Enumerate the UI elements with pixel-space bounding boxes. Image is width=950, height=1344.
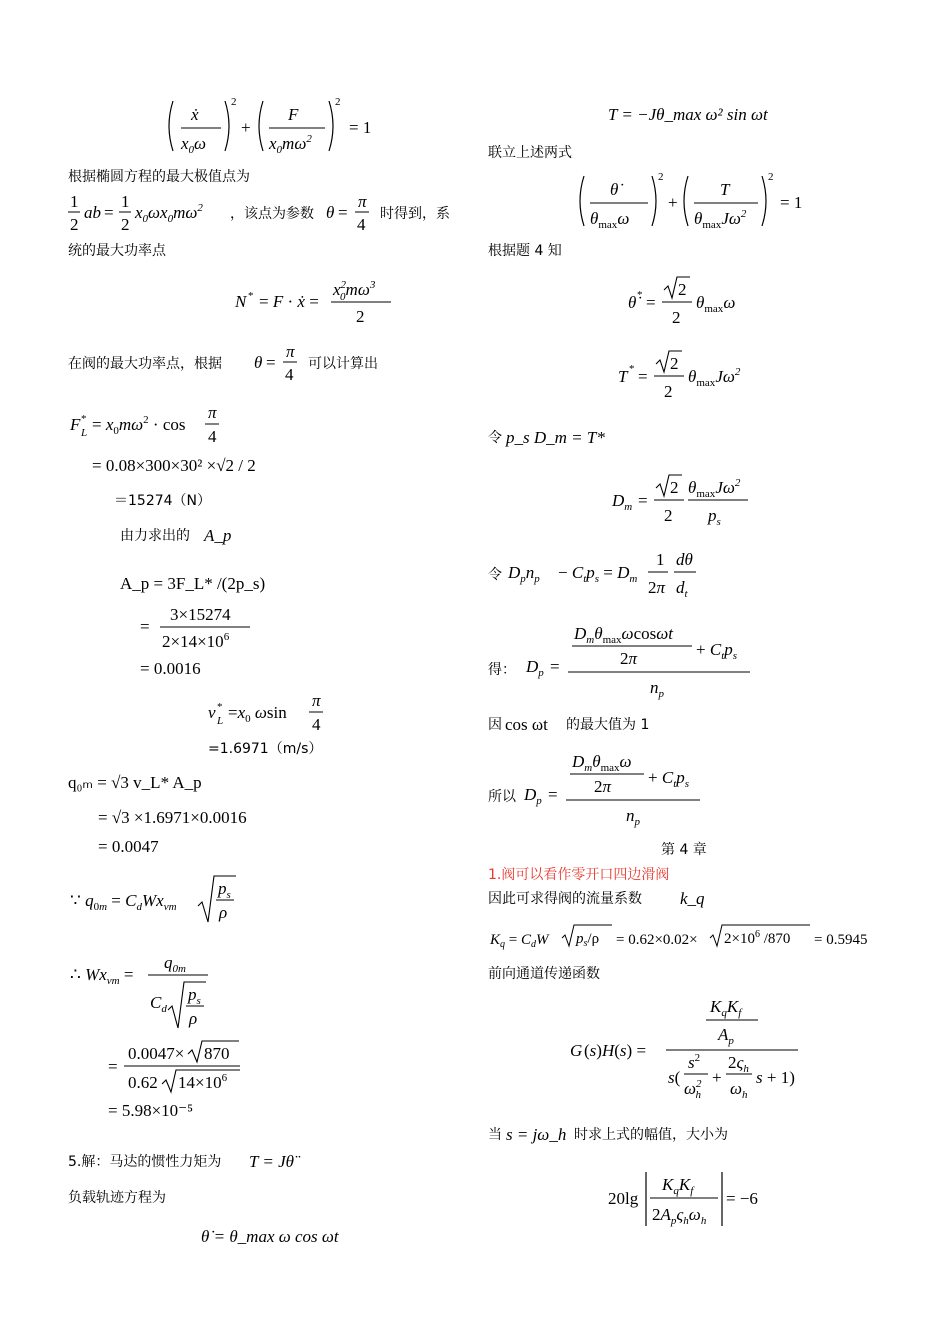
- svg-text:=: =: [266, 353, 276, 372]
- text-let2: 令: [488, 567, 502, 583]
- svg-text:L: L: [217, 715, 224, 727]
- svg-text:q0m: $q_{0m}$: [164, 953, 186, 975]
- eq-ap-3: = 0.0016: [140, 659, 201, 678]
- eq-ap-2: [138, 600, 328, 654]
- text-by-q4: 根据题 4 知: [488, 243, 562, 259]
- svg-text:2: 2: [335, 96, 341, 108]
- svg-text:ps: $p_s$: [708, 506, 721, 528]
- svg-text:= 0.5945: = 0.5945: [814, 932, 868, 948]
- svg-text:+: +: [668, 193, 678, 212]
- text-when: 当: [488, 1127, 502, 1143]
- svg-text:dθ: dθ: [676, 550, 693, 569]
- eq-dp-1: [524, 620, 764, 702]
- svg-text:2: 2: [678, 280, 687, 299]
- svg-text:=: =: [646, 293, 656, 312]
- svg-text:KqKf: $K_qK_f$: [710, 997, 742, 1019]
- eq-ap-1: A_p = 3F_L* /(2p_s): [120, 574, 266, 593]
- svg-text:G: G: [570, 1041, 583, 1060]
- eq-dp-np: [506, 546, 726, 602]
- svg-text:θ: θ: [254, 353, 263, 372]
- svg-text:2π: 2π: [594, 777, 612, 796]
- svg-text:= x0mω2 · cos: = $x_0m\omega^2 \cdot \cos$: [92, 414, 186, 437]
- svg-text:2: 2: [670, 478, 679, 497]
- eq-t-jtheta: T = Jθ̈: [249, 1152, 295, 1171]
- svg-text:Dp: $D_p$: [526, 657, 544, 679]
- svg-text:3×15274: 3×15274: [170, 605, 231, 624]
- svg-text:Cd: $C_d$: [150, 993, 167, 1015]
- svg-text:870: 870: [204, 1044, 230, 1063]
- eq-cos: cos ωt: [505, 715, 548, 734]
- eq-theta-pi4-b: [252, 340, 312, 388]
- svg-text:=: =: [550, 657, 560, 676]
- svg-text:s(: s(: [668, 1068, 681, 1087]
- svg-text:2×106 /870: $2\times 10^6$ /870: [724, 929, 791, 947]
- svg-text:14×106: $14\times 10^6$: [178, 1072, 228, 1092]
- svg-text:x0mω2: $x_0m\omega^2$: [269, 133, 312, 156]
- svg-text:ps: $p_s$: [218, 879, 231, 901]
- svg-text:π: π: [286, 342, 295, 361]
- svg-text:θmaxω: $\theta_{max}\omega$: [590, 209, 630, 231]
- svg-text:2π: 2π: [648, 578, 666, 597]
- svg-text:2: 2: [231, 96, 237, 108]
- text-load-traj: 负载轨迹方程为: [68, 1190, 166, 1206]
- svg-text:= 0.62×0.02×: = 0.62×0.02×: [616, 932, 698, 948]
- svg-text:*: *: [248, 290, 254, 302]
- svg-text:20lg: 20lg: [608, 1189, 639, 1208]
- eq-thetastar: [626, 276, 766, 328]
- eq-vl-2: =1.6971（m/s）: [208, 741, 323, 757]
- svg-text:Kq = CdW: $K_q = C_dW$: [490, 932, 549, 950]
- eq-theta-pi4: [324, 190, 384, 238]
- svg-text:2: 2: [664, 382, 673, 401]
- svg-text:+: +: [712, 1068, 722, 1087]
- svg-text:*: *: [629, 363, 635, 375]
- eq-fl-2-text: = 0.08×300×30² ×√2 / 2: [92, 456, 256, 475]
- svg-text:= 1: = 1: [349, 118, 372, 137]
- svg-text:2: 2: [768, 171, 774, 183]
- svg-text:ab: ab: [84, 203, 101, 222]
- svg-text:4: 4: [357, 215, 366, 234]
- svg-text:ẋ: ẋ: [191, 105, 199, 124]
- svg-text:+ Ctps: + $C_tp_s$: [648, 768, 690, 790]
- text-ap-from-force: 由力求出的: [120, 528, 190, 544]
- chapter-heading: 第 4 章: [661, 842, 707, 858]
- svg-text:2: 2: [121, 215, 130, 234]
- svg-text:ps/ρ: $p_s/\rho$: [576, 931, 600, 949]
- svg-text:θmaxJω2: $\theta_{max}J\omega^2$: [694, 208, 747, 231]
- eq-ellipse-norm: [163, 95, 463, 157]
- svg-text:v: v: [208, 703, 216, 722]
- text-system-max-power: 统的最大功率点: [68, 243, 166, 259]
- svg-text:x20mω3: $x^2$ $0m\omega^3$: [333, 279, 376, 303]
- eq-gh: [568, 988, 828, 1108]
- eq-therefore: [68, 950, 268, 1040]
- svg-text:∵ q0m = CdWxvm: ∵ $q_{0m} = C_dWx_{vm}$: [70, 891, 177, 913]
- svg-text:2: 2: [664, 506, 673, 525]
- svg-text:ρ: ρ: [219, 903, 228, 922]
- eq-fl-3: ＝15274（N）: [114, 493, 212, 509]
- svg-text:θmaxJω2: $\theta_{max}J\omega^2$: [688, 477, 741, 500]
- svg-text:4: 4: [208, 427, 217, 446]
- text-cos-max-pre: 因: [488, 717, 502, 733]
- svg-text:=x0 ωsin: $=x_0$ ωsin: [228, 703, 287, 725]
- eq-q0m-1: q₀ₘ = √3 v_L* A_p: [68, 773, 202, 792]
- sym-kq: k_q: [680, 889, 705, 908]
- svg-text:1: 1: [656, 550, 665, 569]
- text-so: 所以: [488, 789, 516, 805]
- svg-text:θ̇: θ̇: [610, 180, 619, 199]
- svg-text:2Apςhωh: $2A_p\varsigma_h\omega_h$: [652, 1205, 707, 1227]
- svg-text:dt: $d_t$: [676, 578, 688, 600]
- eq-fl-2: [92, 457, 256, 474]
- text-sol5: 5.解：马达的惯性力矩为: [68, 1154, 222, 1170]
- svg-text:=: =: [140, 617, 150, 636]
- svg-text:*: *: [637, 289, 643, 301]
- svg-text:Ap: $A_p$: [718, 1025, 734, 1047]
- eq-dp-2: [522, 748, 742, 830]
- svg-text:2×14×106: $2\times 14\times 10^6$: [162, 631, 230, 651]
- eq-wx-3: = 5.98×10⁻⁵: [108, 1101, 194, 1120]
- eq-s-jw: s = jω_h: [506, 1125, 567, 1144]
- svg-text:2: 2: [672, 308, 681, 327]
- svg-text:π: π: [312, 691, 321, 710]
- svg-text:2: 2: [70, 215, 79, 234]
- eq-t-sin: T = −Jθ_max ω² sin ωt: [608, 105, 768, 124]
- svg-text:+ Ctps: + $C_tp_s$: [696, 640, 738, 662]
- eq-psdm: p_s D_m = T*: [506, 428, 605, 447]
- svg-text:0.62: 0.62: [128, 1073, 158, 1092]
- svg-text:ωh: $\omega_h$: [730, 1079, 748, 1101]
- svg-text:Dmθmaxωcosωt: $D_m\theta_{max}\omega\cos\omega t$: [574, 624, 673, 646]
- svg-text:L: L: [81, 427, 88, 439]
- eq-tstar: [616, 350, 766, 402]
- svg-text:+: +: [241, 118, 251, 137]
- svg-text:4: 4: [285, 365, 294, 384]
- eq-dm: [610, 474, 770, 530]
- text-cos-max-post: 的最大值为 1: [566, 717, 650, 733]
- svg-text:1: 1: [121, 192, 130, 211]
- svg-text:F: F: [288, 105, 299, 124]
- text-red-valve: 1.阀可以看作零开口四边滑阀: [488, 867, 670, 883]
- svg-text:1: 1: [70, 192, 79, 211]
- eq-nstar: [233, 275, 403, 327]
- svg-text:− Ctps = Dm: − $C_tp_s = D_m$: [558, 563, 638, 585]
- text-ellipse-max: 根据椭圆方程的最大极值点为: [68, 169, 250, 185]
- eq-kq: [488, 922, 883, 954]
- svg-text:Dm: $D_m$: [612, 491, 633, 513]
- text-when-post: 时求上式的幅值，大小为: [574, 1127, 728, 1143]
- svg-text:KqKf: $K_qK_f$: [662, 1175, 694, 1197]
- svg-text:*: *: [217, 701, 223, 713]
- svg-text:4: 4: [312, 715, 321, 734]
- svg-text:2: 2: [670, 354, 679, 373]
- svg-text:θ̇: θ̇: [628, 293, 637, 312]
- svg-text:s + 1): s + 1): [756, 1068, 795, 1087]
- text-flow-coeff: 因此可求得阀的流量系数: [488, 891, 642, 907]
- text-valve-max-power: 在阀的最大功率点，根据: [68, 356, 222, 372]
- svg-text:=: =: [104, 203, 114, 222]
- text-get: 得：: [488, 662, 516, 678]
- eq-because: [68, 872, 258, 928]
- eq-vl-1: [206, 690, 366, 738]
- svg-text:Dmθmaxω: $D_m\theta_{max}\omega$: [572, 752, 632, 774]
- svg-text:Dp: $D_p$: [524, 785, 542, 807]
- eq-fl-1: [68, 402, 238, 450]
- svg-text:π: π: [358, 192, 367, 211]
- eq-q0m-2: = √3 ×1.6971×0.0016: [98, 808, 247, 827]
- svg-text:T: T: [618, 367, 628, 386]
- svg-text:π: π: [208, 403, 217, 422]
- text-obtained: 时得到，系: [380, 206, 450, 222]
- text-half-ab-cont: ，该点为参数: [230, 206, 314, 222]
- svg-text:F: F: [70, 415, 81, 434]
- sym-ap: A_p: [204, 526, 232, 545]
- text-let: 令: [488, 430, 502, 446]
- svg-text:=: =: [338, 203, 348, 222]
- svg-text:= F · ẋ =: = F · ẋ =: [259, 292, 319, 311]
- svg-text:= −6: = −6: [726, 1189, 758, 1208]
- svg-text:θmaxJω2: $\theta_{max}J\omega^2$: [688, 366, 741, 389]
- text-can-compute: 可以计算出: [308, 356, 378, 372]
- svg-text:T: T: [720, 180, 730, 199]
- svg-text:2ςh: $2\varsigma_h$: [728, 1053, 749, 1075]
- svg-text:2: 2: [658, 171, 664, 183]
- eq-thetadot: θ̇ = θ_max ω cos ωt: [201, 1227, 339, 1246]
- text-combine: 联立上述两式: [488, 145, 572, 161]
- svg-text:x0ωx0mω2: $x_0\omega x_0m\omega^2$: [135, 202, 203, 225]
- svg-text:ω2h: $\omega^2$ h: [684, 1078, 702, 1101]
- svg-text:*: *: [81, 413, 87, 425]
- svg-text:=: =: [548, 785, 558, 804]
- svg-text:∴ Wxvm =: ∴ $Wx_{vm}$ =: [70, 965, 134, 987]
- svg-text:2π: 2π: [620, 649, 638, 668]
- svg-text:ρ: ρ: [189, 1009, 198, 1028]
- svg-text:θ: θ: [326, 203, 335, 222]
- svg-text:=: =: [638, 491, 648, 510]
- svg-text:ps: $p_s$: [188, 985, 201, 1007]
- eq-wx-2: [106, 1040, 306, 1096]
- svg-text:np: $n_p$: [626, 806, 640, 828]
- svg-text:np: $n_p$: [650, 678, 664, 700]
- svg-text:0.0047×: 0.0047×: [128, 1044, 185, 1063]
- svg-text:θmaxω: $\theta_{max}\omega$: [696, 293, 736, 315]
- svg-text:N: N: [235, 292, 247, 311]
- svg-text:=: =: [108, 1057, 118, 1076]
- svg-text:x0ω: $x_0\omega$: [181, 134, 207, 156]
- svg-text:= 1: = 1: [780, 193, 803, 212]
- svg-text:2: 2: [356, 307, 365, 326]
- text-forward: 前向通道传递函数: [488, 966, 600, 982]
- eq-ellipse2: [574, 170, 884, 232]
- eq-q0m-3: = 0.0047: [98, 837, 159, 856]
- svg-text:(s)H(s) =: (s)H(s) =: [584, 1041, 647, 1060]
- svg-text:s2: $s^2$: [688, 1052, 701, 1072]
- svg-text:Dpnp: $D_pn_p$: [508, 563, 540, 585]
- eq-20lg: [606, 1168, 806, 1230]
- svg-text:=: =: [638, 367, 648, 386]
- eq-half-ab: [68, 190, 238, 238]
